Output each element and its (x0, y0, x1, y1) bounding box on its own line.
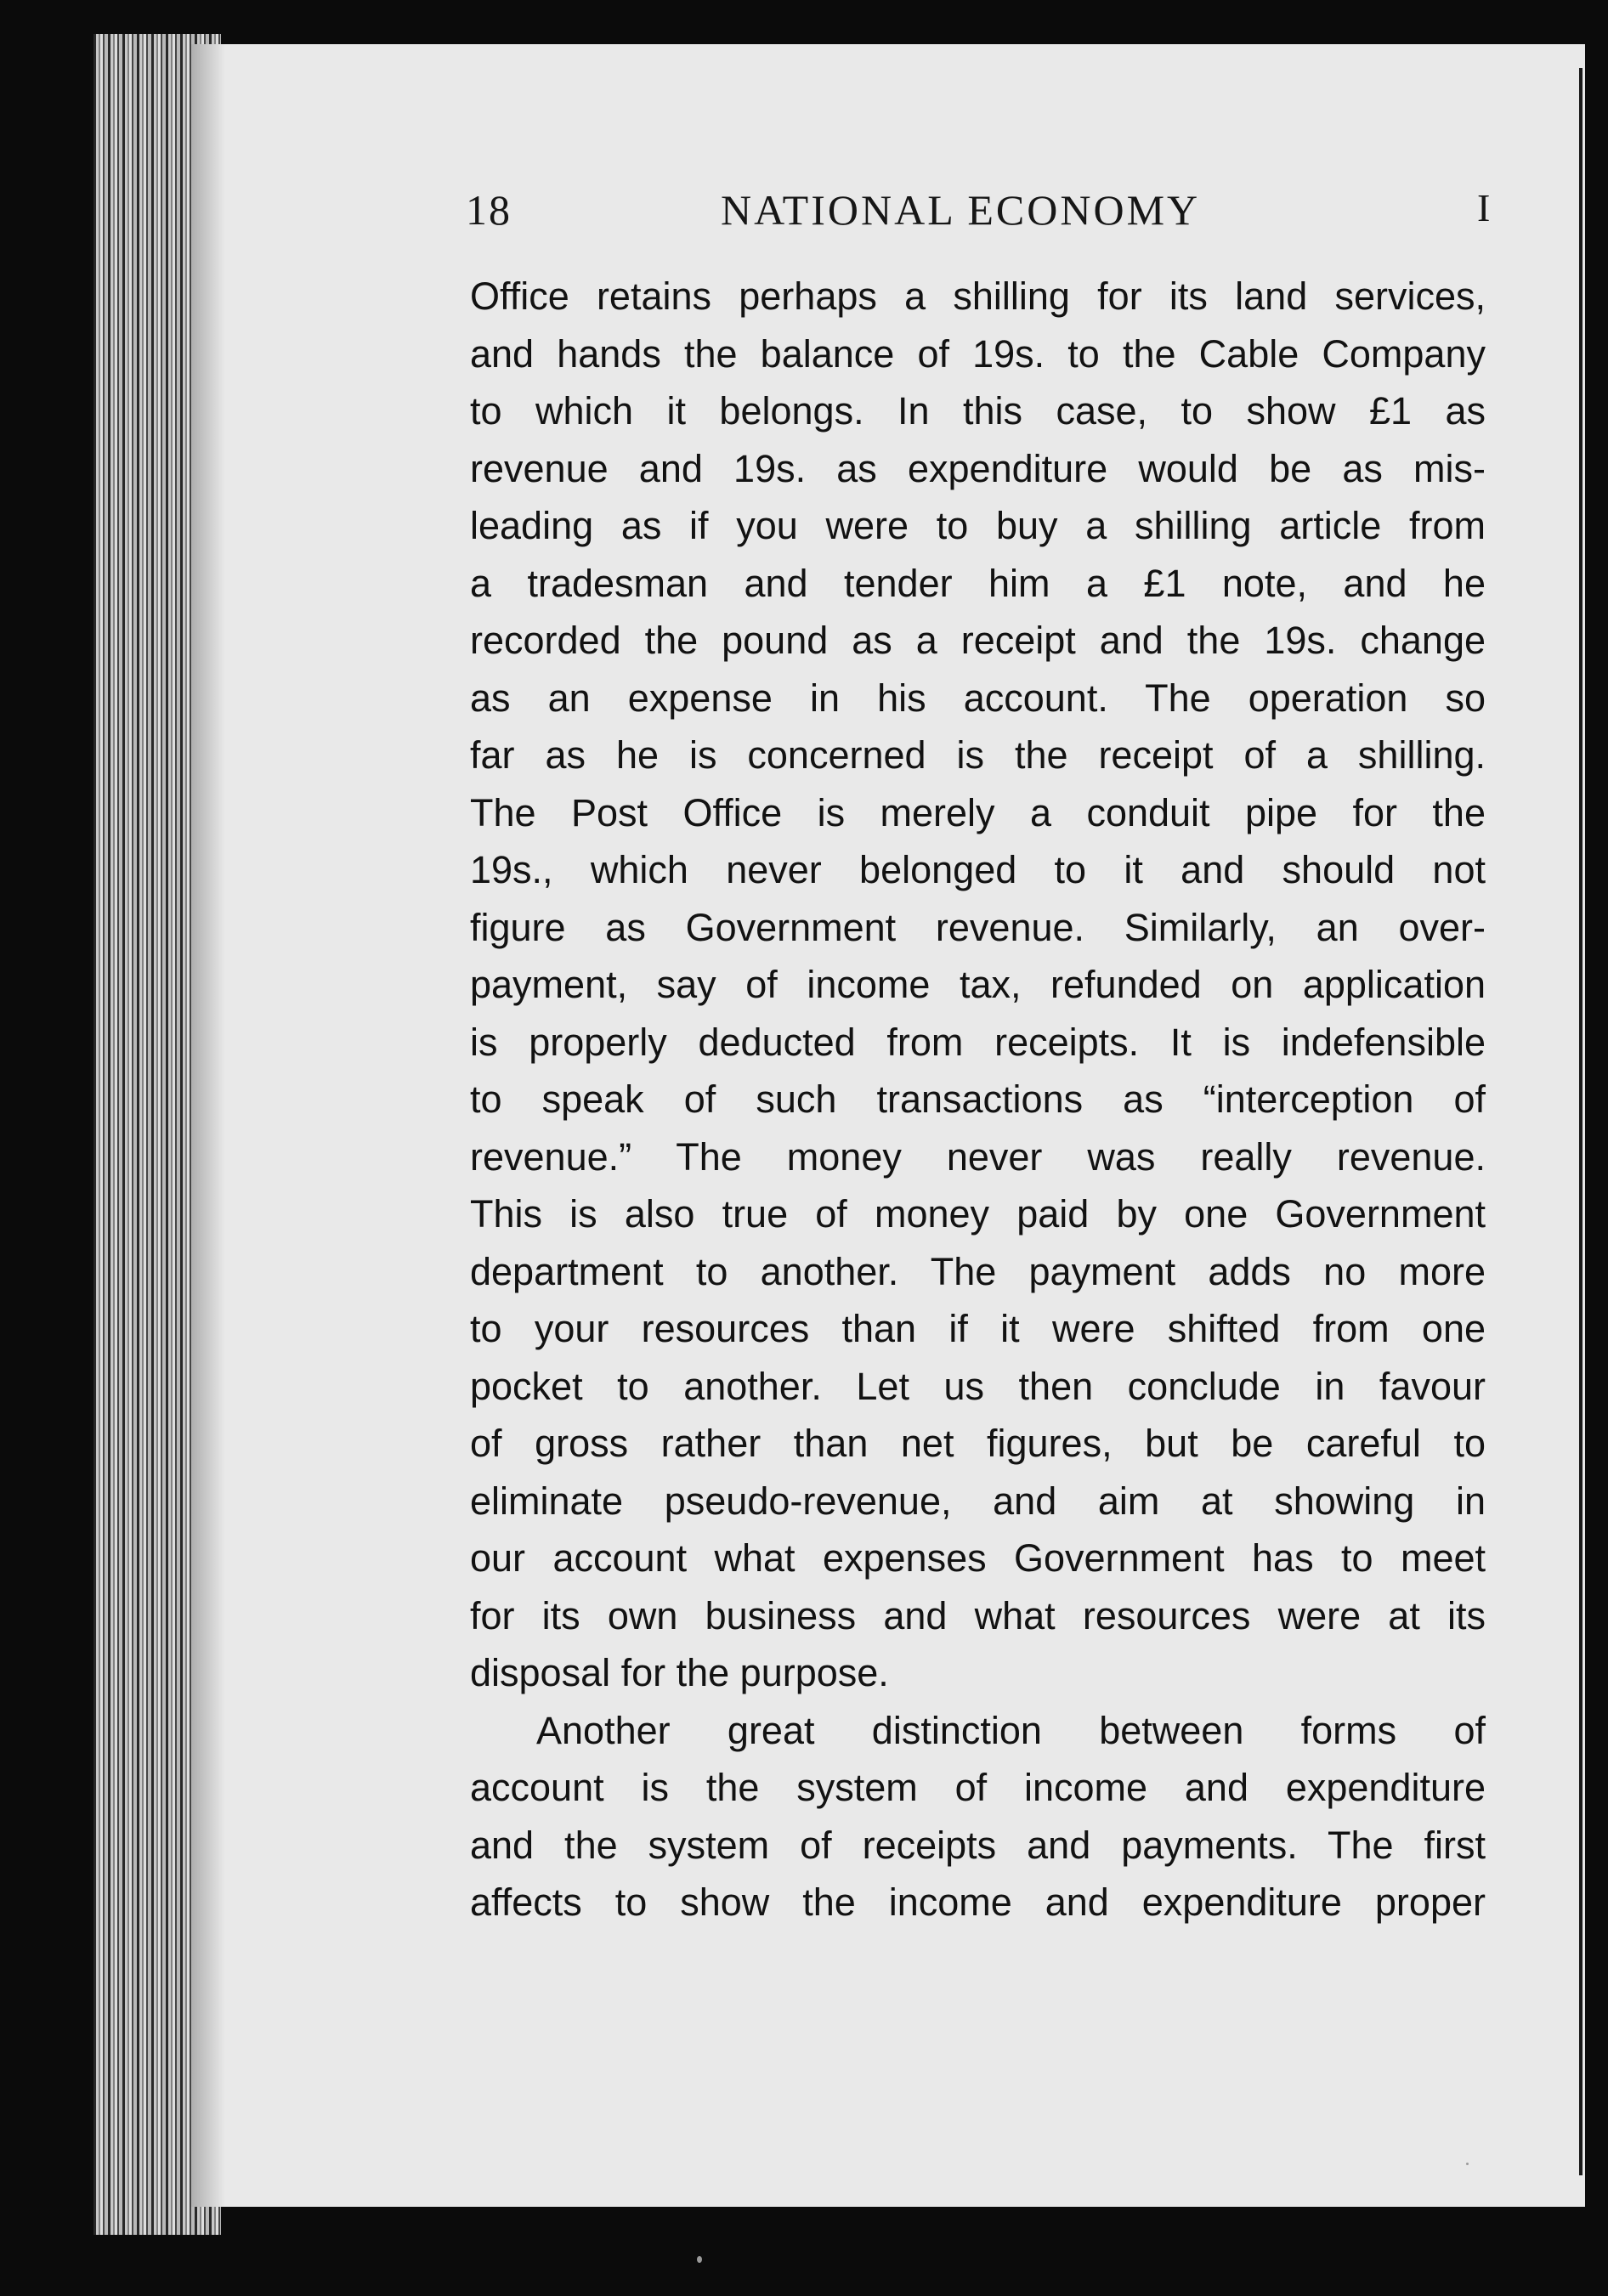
text-line: account is the system of income and expenditure (470, 1766, 1486, 1809)
text-line: recorded the pound as a receipt and the 19s. change (470, 619, 1486, 662)
body-text (470, 268, 1486, 1931)
text-line: to speak of such transactions as “interception of (470, 1077, 1486, 1121)
text-line: to your resources than if it were shifted from one (470, 1307, 1486, 1350)
text-line: Office retains perhaps a shilling for its land services, (470, 274, 1486, 318)
text-line: This is also true of money paid by one Government (470, 1192, 1486, 1236)
running-head (466, 185, 1491, 245)
text-line: our account what expenses Government has to meet (470, 1536, 1486, 1580)
running-title: NATIONAL ECONOMY (721, 186, 1201, 234)
text-line: Another great distinction between forms of (536, 1708, 1486, 1752)
text-line: and the system of receipts and payments. The first (470, 1823, 1486, 1867)
text-line: disposal for the purpose. (470, 1651, 889, 1694)
text-line: to which it belongs. In this case, to show £1 as (470, 389, 1486, 433)
text-line: a tradesman and tender him a £1 note, and he (470, 561, 1486, 605)
text-line: The Post Office is merely a conduit pipe for the (470, 790, 1486, 834)
text-line: as an expense in his account. The operation so (470, 676, 1486, 720)
chapter-number: I (1477, 186, 1491, 229)
text-line: revenue and 19s. as expenditure would be as mis- (470, 446, 1486, 490)
page-right-edge (1579, 68, 1583, 2175)
text-line: payment, say of income tax, refunded on application (470, 963, 1486, 1006)
text-line: department to another. The payment adds no more (470, 1249, 1486, 1293)
text-line: and hands the balance of 19s. to the Cable Company (470, 331, 1486, 376)
dust-speck (1466, 2163, 1469, 2165)
text-line: revenue.” The money never was really revenue. (470, 1134, 1486, 1179)
text-line: eliminate pseudo-revenue, and aim at showing in (470, 1479, 1486, 1523)
text-line: of gross rather than net figures, but be careful to (470, 1422, 1486, 1465)
text-line: for its own business and what resources were at its (470, 1593, 1486, 1637)
text-line: affects to show the income and expenditure proper (470, 1880, 1486, 1924)
text-line: is properly deducted from receipts. It is indefensible (470, 1020, 1486, 1064)
gutter-shadow (191, 44, 225, 2207)
text-line: leading as if you were to buy a shilling article from (470, 504, 1486, 547)
page-number: 18 (466, 186, 512, 234)
text-line: 19s., which never belonged to it and should not (470, 848, 1486, 891)
text-line: far as he is concerned is the receipt of a shilling. (470, 733, 1486, 777)
text-line: figure as Government revenue. Similarly, an over- (470, 905, 1486, 949)
text-line: pocket to another. Let us then conclude in favour (470, 1364, 1486, 1408)
dust-speck (697, 2256, 702, 2263)
